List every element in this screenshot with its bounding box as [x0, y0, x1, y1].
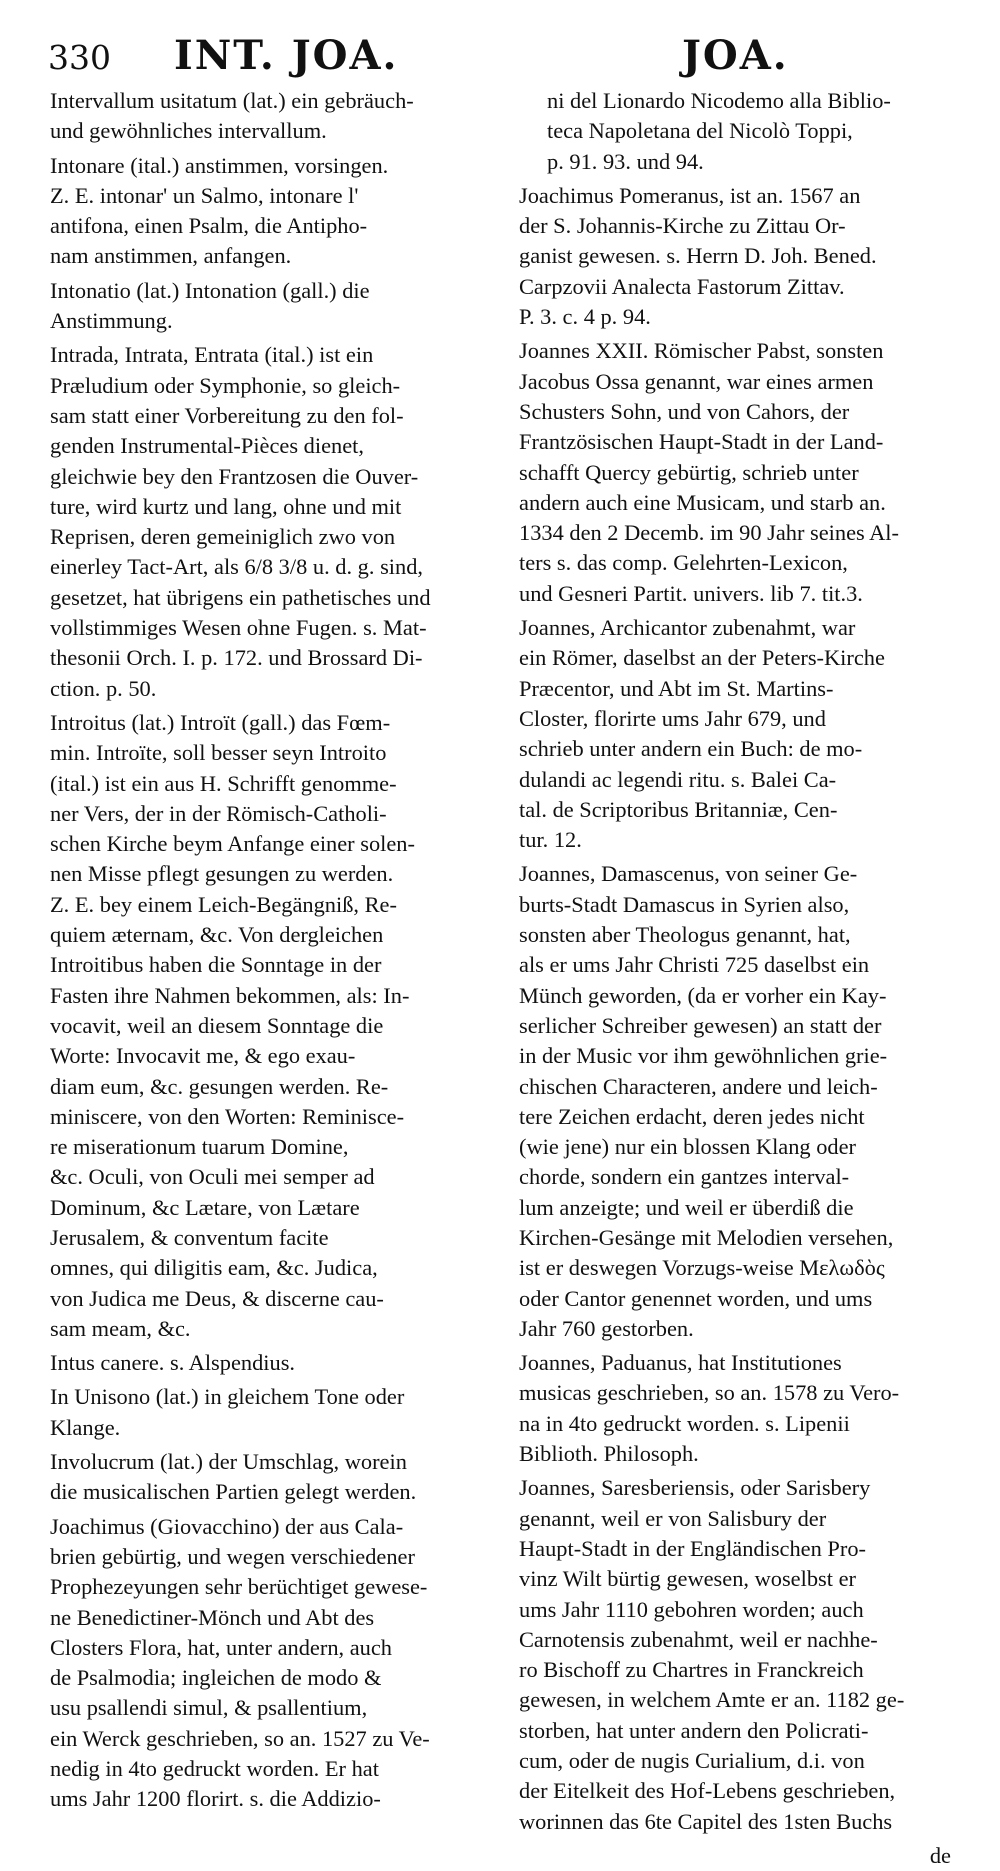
entry-line: schrieb unter andern ein Buch: de mo- [519, 736, 863, 762]
entry-line: sam meam, &c. [50, 1315, 191, 1341]
entry-line: Joachimus Pomeranus, ist an. 1567 an [519, 182, 861, 208]
entry-line: cum, oder de nugis Curialium, d.i. von [519, 1748, 865, 1774]
entry-line: schen Kirche beym Anfange einer solen- [50, 831, 415, 857]
entry-line: die musicalischen Partien gelegt werden. [50, 1479, 417, 1505]
entry-line: in der Music vor ihm gewöhnlichen grie- [519, 1043, 888, 1069]
entry-line: re miserationum tuarum Domine, [50, 1134, 349, 1160]
entry-line: schafft Quercy gebürtig, schrieb unter [519, 459, 859, 485]
entry-line: p. 91. 93. und 94. [547, 148, 704, 174]
entry-line: na in 4to gedruckt worden. s. Lipenii [519, 1410, 850, 1436]
entry-line: Jerusalem, & conventum facite [50, 1224, 329, 1250]
entry-line: (wie jene) nur ein blossen Klang oder [519, 1134, 856, 1160]
dictionary-entry [50, 1512, 476, 1815]
dictionary-entry [50, 708, 476, 1344]
entry-line: sonsten aber Theologus genannt, hat, [519, 922, 851, 948]
entry-line: Prophezeyungen sehr berüchtiget gewese- [50, 1574, 428, 1600]
entry-line: chorde, sondern ein gantzes interval- [519, 1164, 850, 1190]
entry-line: Jahr 760 gestorben. [519, 1315, 694, 1341]
entry-line: Haupt-Stadt in der Engländischen Pro- [519, 1535, 866, 1561]
entry-line: Schusters Sohn, und von Cahors, der [519, 398, 850, 424]
entry-line: tur. 12. [519, 827, 582, 853]
entry-line: ro Bischoff zu Chartres in Franckreich [519, 1657, 864, 1683]
entry-line: brien gebürtig, und wegen verschiedener [50, 1543, 415, 1569]
entry-line: vocavit, weil an diesem Sonntage die [50, 1012, 384, 1038]
entry-line: andern auch eine Musicam, und starb an. [519, 489, 886, 515]
dictionary-entry [519, 336, 951, 609]
left-column [50, 86, 476, 1819]
entry-line: ganist gewesen. s. Herrn D. Joh. Bened. [519, 243, 877, 269]
entry-line: ist er deswegen Vorzugs-weise Μελωδὸς [519, 1255, 885, 1281]
entry-line: nedig in 4to gedruckt worden. Er hat [50, 1756, 379, 1782]
entry-line: Involucrum (lat.) der Umschlag, worein [50, 1449, 407, 1475]
entry-line: nen Misse pflegt gesungen zu werden. [50, 861, 394, 887]
continued-entry [519, 86, 951, 177]
page-header [48, 26, 948, 86]
dictionary-entry [50, 151, 476, 272]
entry-line: ein Werck geschrieben, so an. 1527 zu Ve- [50, 1725, 430, 1751]
entry-line: antifona, einen Psalm, die Antipho- [50, 213, 368, 239]
entry-line: Klange. [50, 1414, 121, 1440]
entry-line: (ital.) ist ein aus H. Schrifft genomme- [50, 770, 397, 796]
entry-line: Joannes, Damascenus, von seiner Ge- [519, 861, 858, 887]
entry-line: tal. de Scriptoribus Britanniæ, Cen- [519, 796, 838, 822]
dictionary-entry [519, 1473, 951, 1837]
entry-line: &c. Oculi, von Oculi mei semper ad [50, 1164, 375, 1190]
entry-line: Worte: Invocavit me, & ego exau- [50, 1043, 356, 1069]
entry-line: der S. Johannis-Kirche zu Zittau Or- [519, 213, 846, 239]
entry-line: burts-Stadt Damascus in Syrien also, [519, 891, 850, 917]
dictionary-entry [519, 1348, 951, 1469]
entry-line: Reprisen, deren gemeiniglich zwo von [50, 524, 396, 550]
entry-line: Carnotensis zubenahmt, weil er nachhe- [519, 1626, 878, 1652]
entry-line: tere Zeichen erdacht, deren jedes nicht [519, 1103, 865, 1129]
entry-line: serlicher Schreiber gewesen) an statt der [519, 1012, 882, 1038]
entry-line: ein Römer, daselbst an der Peters-Kirche [519, 645, 885, 671]
entry-line: Joannes, Saresberiensis, oder Sarisbery [519, 1475, 871, 1501]
entry-line: worinnen das 6te Capitel des 1sten Buchs [519, 1808, 893, 1834]
page-number: 330 [48, 38, 111, 77]
entry-line: Jacobus Ossa genannt, war eines armen [519, 368, 874, 394]
dictionary-entry [519, 613, 951, 855]
entry-line: Z. E. bey einem Leich-Begängniß, Re- [50, 891, 397, 917]
entry-line: diam eum, &c. gesungen werden. Re- [50, 1073, 389, 1099]
entry-line: dulandi ac legendi ritu. s. Balei Ca- [519, 766, 837, 792]
entry-line: Intrada, Intrata, Entrata (ital.) ist ein [50, 342, 374, 368]
entry-line: Kirchen-Gesänge mit Melodien versehen, [519, 1224, 894, 1250]
dictionary-entry [519, 181, 951, 332]
entry-line: Intonatio (lat.) Intonation (gall.) die [50, 277, 370, 303]
entry-line: thesonii Orch. I. p. 172. und Brossard Di- [50, 645, 423, 671]
entry-line: Joannes, Paduanus, hat Institutiones [519, 1350, 842, 1376]
entry-line: vollstimmiges Wesen ohne Fugen. s. Mat- [50, 615, 427, 641]
entry-line: min. Introïte, soll besser seyn Introito [50, 740, 387, 766]
dictionary-entry [50, 340, 476, 704]
entry-line: Joannes XXII. Römischer Pabst, sonsten [519, 338, 884, 364]
entry-line: vinz Wilt bürtig gewesen, woselbst er [519, 1566, 856, 1592]
entry-line: usu psallendi simul, & psallentium, [50, 1695, 368, 1721]
entry-line: genannt, weil er von Salisbury der [519, 1505, 827, 1531]
entry-line: chischen Characteren, andere und leich- [519, 1073, 878, 1099]
entry-line: und gewöhnliches intervallum. [50, 118, 327, 144]
entry-line: Joannes, Archicantor zubenahmt, war [519, 615, 856, 641]
entry-line: miniscere, von den Worten: Reminisce- [50, 1103, 405, 1129]
entry-line: P. 3. c. 4 p. 94. [519, 304, 651, 330]
entry-line: Intus canere. s. Alspendius. [50, 1350, 296, 1376]
entry-line: Intonare (ital.) anstimmen, vorsingen. [50, 152, 389, 178]
entry-line: omnes, qui diligitis eam, &c. Judica, [50, 1255, 378, 1281]
entry-line: sam statt einer Vorbereitung zu den fol- [50, 402, 404, 428]
entry-line: Dominum, &c Lætare, von Lætare [50, 1194, 360, 1220]
dictionary-entry [50, 1382, 476, 1443]
entry-line: ture, wird kurtz und lang, ohne und mit [50, 493, 402, 519]
entry-line: Introitus (lat.) Introït (gall.) das Fœm- [50, 709, 391, 735]
entry-line: ums Jahr 1200 florirt. s. die Addizio- [50, 1786, 381, 1812]
right-running-head: JOA. [682, 32, 789, 79]
entry-line: Joachimus (Giovacchino) der aus Cala- [50, 1513, 404, 1539]
entry-line: Closters Flora, hat, unter andern, auch [50, 1634, 392, 1660]
entry-line: Carpzovii Analecta Fastorum Zittav. [519, 273, 845, 299]
dictionary-entry [519, 859, 951, 1344]
left-running-head: INT. JOA. [174, 32, 399, 79]
entry-line: ner Vers, der in der Römisch-Catholi- [50, 800, 387, 826]
entry-line: musicas geschrieben, so an. 1578 zu Vero- [519, 1380, 900, 1406]
entry-line: ction. p. 50. [50, 675, 157, 701]
entry-line: Præludium oder Symphonie, so gleich- [50, 372, 401, 398]
right-column [519, 86, 951, 1871]
entry-line: Biblioth. Philosoph. [519, 1441, 699, 1467]
entry-line: Introitibus haben die Sonntage in der [50, 952, 382, 978]
entry-line: storben, hat unter andern den Policrati- [519, 1717, 869, 1743]
entry-line: lum anzeigte; und weil er überdiß die [519, 1194, 854, 1220]
dictionary-entry [50, 1447, 476, 1508]
entry-line: Fasten ihre Nahmen bekommen, als: In- [50, 982, 410, 1008]
entry-line: Intervallum usitatum (lat.) ein gebräuch- [50, 88, 414, 113]
entry-line: oder Cantor genennet worden, und ums [519, 1285, 873, 1311]
entry-line: als er ums Jahr Christi 725 daselbst ein [519, 952, 870, 978]
dictionary-entry [50, 276, 476, 337]
entry-line: der Eitelkeit des Hof-Lebens geschrieben, [519, 1778, 896, 1804]
entry-line: Z. E. intonar' un Salmo, intonare l' [50, 182, 359, 208]
entry-line: nam anstimmen, anfangen. [50, 243, 292, 269]
entry-line: von Judica me Deus, & discerne cau- [50, 1285, 384, 1311]
entry-line: ters s. das comp. Gelehrten-Lexicon, [519, 550, 848, 576]
entry-line: einerley Tact-Art, als 6/8 3/8 u. d. g. sind, [50, 554, 423, 580]
entry-line: gesetzet, hat übrigens ein pathetisches und [50, 584, 431, 610]
entry-line: Præcentor, und Abt im St. Martins- [519, 675, 834, 701]
entry-line: und Gesneri Partit. univers. lib 7. tit.3. [519, 580, 863, 606]
entry-line: Frantzösischen Haupt-Stadt in der Land- [519, 429, 884, 455]
entry-line: ne Benedictiner-Mönch und Abt des [50, 1604, 375, 1630]
entry-line: Münch geworden, (da er vorher ein Kay- [519, 982, 887, 1008]
entry-line: ums Jahr 1110 gebohren worden; auch [519, 1596, 864, 1622]
entry-line: In Unisono (lat.) in gleichem Tone oder [50, 1384, 405, 1410]
entry-line: 1334 den 2 Decemb. im 90 Jahr seines Al- [519, 520, 899, 546]
dictionary-entry [50, 1348, 476, 1378]
entry-line: Anstimmung. [50, 308, 173, 334]
dictionary-entry [50, 86, 476, 147]
entry-line: Closter, florirte ums Jahr 679, und [519, 705, 826, 731]
entry-line: gleichwie bey den Frantzosen die Ouver- [50, 463, 419, 489]
entry-line: genden Instrumental-Pièces dienet, [50, 433, 364, 459]
catchword: de [929, 1842, 951, 1868]
entry-line: de Psalmodia; ingleichen de modo & [50, 1665, 382, 1691]
entry-line: gewesen, in welchem Amte er an. 1182 ge- [519, 1687, 905, 1713]
entry-line: ni del Lionardo Nicodemo alla Biblio- [547, 88, 891, 113]
entry-line: quiem æternam, &c. Von dergleichen [50, 922, 384, 948]
entry-line: teca Napoletana del Nicolò Toppi, [547, 118, 853, 144]
